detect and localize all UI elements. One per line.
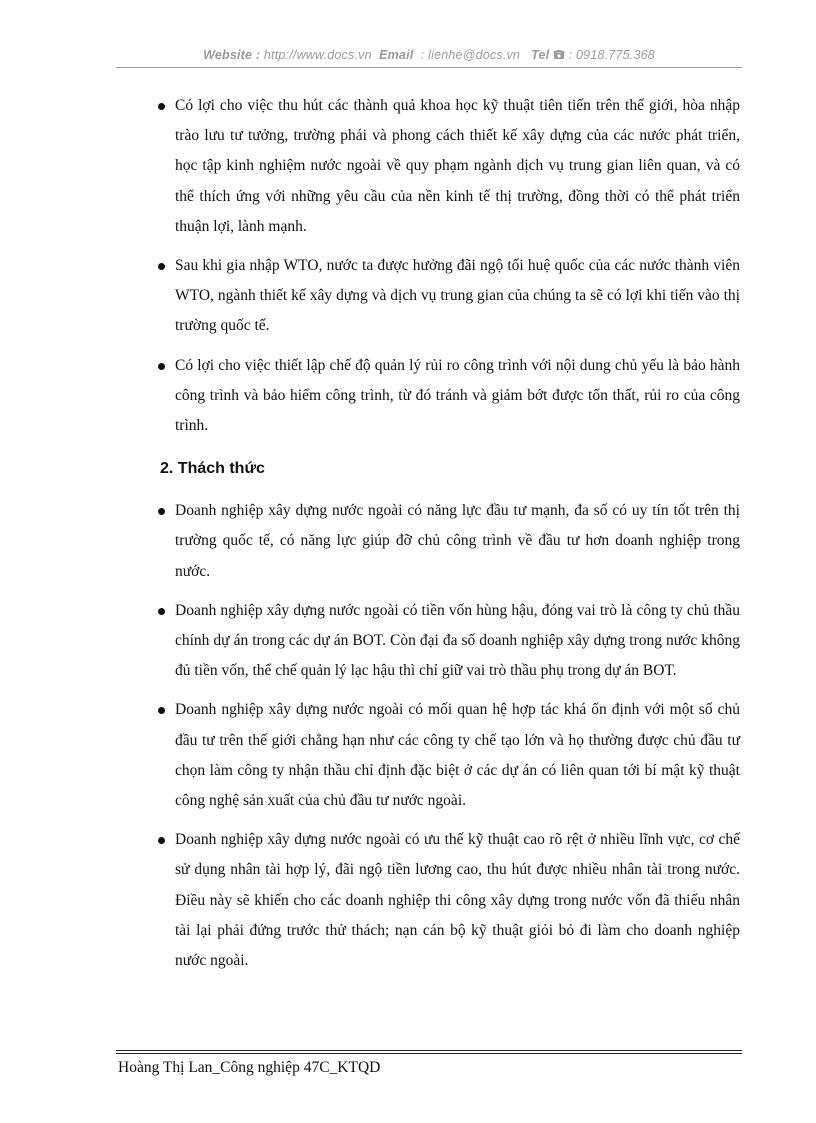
footer-divider [116, 1050, 742, 1051]
bullet-item [158, 695, 740, 816]
bullet-icon [158, 103, 165, 110]
bullet-text: Doanh nghiệp xây dựng nước ngoài có mối quan hệ hợp tác khá ổn định với một số chủ đầu tư trên thế giới chẳng hạn như các công ty chế tạo lớn và họ thường được chủ đầu tư chọn làm công ty nhận thầu chỉ định đặc biệt ở các dự án có liên quan tới bí mật kỹ thuật công nghệ sản xuất của chủ đầu tư nước ngoài. [175, 701, 740, 810]
bullet-icon [158, 707, 165, 714]
bullet-text: Có lợi cho việc thu hút các thành quả khoa học kỹ thuật tiên tiến trên thế giới, hòa nhập trào lưu tư tưởng, trường phái và phong cách thiết kế xây dựng của các nước phát triển, học tập kinh nghiệm nước ngoài về quy phạm ngành dịch vụ trung gian liên quan, và có thể thích ứng với những yêu cầu của nền kinh tế thị trường, đồng thời có thể phát triển thuận lợi, lành mạnh. [175, 97, 740, 235]
bullet-icon [158, 263, 165, 270]
document-body [158, 91, 740, 985]
bullet-icon [158, 608, 165, 615]
email-label: Email [379, 48, 414, 62]
bullet-icon [158, 363, 165, 370]
phone-number: : 0918.775.368 [568, 48, 655, 62]
bullet-text: Sau khi gia nhập WTO, nước ta được hưởng đãi ngộ tối huệ quốc của các nước thành viên WTO, ngành thiết kế xây dựng và dịch vụ trung gian của chúng ta sẽ có lợi khi tiến vào thị trường quốc tế. [175, 257, 740, 335]
bullet-text: Doanh nghiệp xây dựng nước ngoài có năng lực đầu tư mạnh, đa số có uy tín tốt trên thị trường quốc tế, có năng lực giúp đỡ chủ công trình về đầu tư hơn doanh nghiệp trong nước. [175, 502, 740, 580]
phone-icon [553, 48, 569, 62]
page-header [116, 48, 742, 62]
section-heading: 2. Thách thức [160, 460, 265, 478]
bullet-text: Có lợi cho việc thiết lập chế độ quản lý rủi ro công trình với nội dung chủ yếu là bảo hành công trình và bảo hiểm công trình, từ đó tránh và giảm bớt được tổn thất, rủi ro của công trình. [175, 356, 740, 435]
bullet-text: Doanh nghiệp xây dựng nước ngoài có tiền vốn hùng hậu, đóng vai trò là công ty chủ thầu chính dự án trong các dự án BOT. Còn đại đa số doanh nghiệp xây dựng trong nước không đủ tiền vốn, thể chế quản lý lạc hậu thì chỉ giữ vai trò thầu phụ trong dự án BOT. [175, 601, 740, 680]
tel-label: Tel [531, 48, 550, 62]
bullet-text: Doanh nghiệp xây dựng nước ngoài có ưu thế kỹ thuật cao rõ rệt ở nhiều lĩnh vực, cơ chế sử dụng nhân tài hợp lý, đãi ngộ tiền lương cao, thu hút được nhiều nhân tài trong nước. Điều này sẽ khiến cho các doanh nghiệp thi công xây dựng trong nước vốn đã thiếu nhân tài lại phải đứng trước thử thách; nạn cán bộ kỹ thuật giỏi bỏ đi làm cho doanh nghiệp nước ngoài. [175, 831, 740, 970]
bullet-item [158, 825, 740, 976]
bullet-item [158, 351, 740, 442]
bullet-item [158, 496, 740, 587]
bullet-icon [158, 837, 165, 844]
bullet-item [158, 251, 740, 342]
footer-author: Hoàng Thị Lan_Công nghiệp 47C_KTQD [118, 1059, 381, 1076]
header-divider [116, 67, 742, 68]
bullet-item [158, 91, 740, 242]
footer-divider [116, 1053, 742, 1054]
bullet-icon [158, 508, 165, 515]
website-label: Website : [203, 48, 261, 62]
email-address[interactable]: : lienhe@docs.vn [420, 48, 521, 62]
website-url[interactable]: http://www.docs.vn [263, 48, 372, 62]
bullet-item [158, 596, 740, 687]
